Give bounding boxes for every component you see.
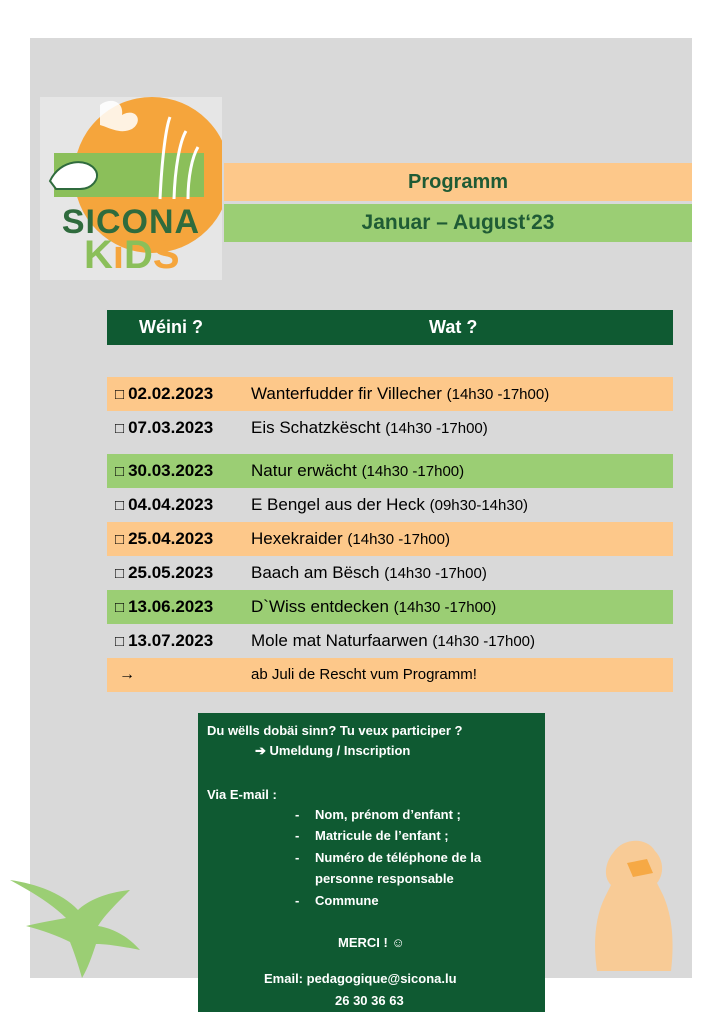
sicona-kids-logo <box>40 97 222 280</box>
checkbox-icon: □ <box>115 463 125 480</box>
arrow-right-icon: → <box>119 666 135 683</box>
info-thanks: MERCI ! ☺ <box>338 935 405 950</box>
schedule-row <box>107 377 673 411</box>
schedule-row <box>107 454 673 488</box>
title-programm: Programm <box>224 163 692 201</box>
title-period: Januar – August‘23 <box>224 204 692 242</box>
bullet-dash: - <box>295 850 300 865</box>
bird-icon <box>8 870 158 980</box>
event-date: 13.06.2023 <box>128 597 214 616</box>
event-date: 07.03.2023 <box>128 418 214 437</box>
checkbox-icon: □ <box>115 497 125 514</box>
event-title: D`Wiss entdecken <box>251 597 389 616</box>
event-time: (14h30 -17h00) <box>347 531 450 548</box>
info-phone: 26 30 36 63 <box>335 993 404 1008</box>
schedule-row <box>107 488 673 522</box>
event-title: Natur erwächt <box>251 461 357 480</box>
event-time: (09h30-14h30) <box>429 497 529 514</box>
event-date: 30.03.2023 <box>128 461 214 480</box>
event-title: Wanterfudder fir Villecher <box>251 384 442 403</box>
event-date: 13.07.2023 <box>128 631 214 650</box>
footer-note: ab Juli de Rescht vum Programm! <box>251 666 477 683</box>
info-item: Matricule de l’enfant ; <box>315 828 449 843</box>
checkbox-icon: □ <box>115 420 125 437</box>
schedule-row <box>107 411 673 445</box>
info-item: Commune <box>315 893 379 908</box>
checkbox-icon: □ <box>115 633 125 650</box>
event-title: Eis Schatzkëscht <box>251 418 381 437</box>
info-via: Via E-mail : <box>207 787 277 802</box>
header-when: Wéini ? <box>139 317 203 337</box>
bullet-dash: - <box>295 807 300 822</box>
event-date: 25.04.2023 <box>128 529 214 548</box>
birdwatcher-icon <box>583 833 683 973</box>
info-question: Du wëlls dobäi sinn? Tu veux participer ? <box>207 723 463 738</box>
event-title: Baach am Bësch <box>251 563 380 582</box>
logo-brand: SICONA <box>61 203 201 241</box>
info-item: Nom, prénom d’enfant ; <box>315 807 461 822</box>
info-email[interactable]: Email: pedagogique@sicona.lu <box>264 971 457 986</box>
event-date: 04.04.2023 <box>128 495 214 514</box>
info-item: personne responsable <box>315 871 454 886</box>
registration-info-box <box>198 713 545 1012</box>
checkbox-icon: □ <box>115 531 125 548</box>
schedule-list <box>107 377 673 692</box>
checkbox-icon: □ <box>115 599 125 616</box>
event-time: (14h30 -17h00) <box>385 420 488 437</box>
event-title: Hexekraider <box>251 529 343 548</box>
schedule-row <box>107 556 673 590</box>
logo-kids: KiDS <box>84 233 180 277</box>
checkbox-icon: □ <box>115 386 125 403</box>
schedule-footer-row <box>107 658 673 692</box>
schedule-row <box>107 590 673 624</box>
info-item: Numéro de téléphone de la <box>315 850 482 865</box>
schedule-header <box>107 310 673 345</box>
event-date: 02.02.2023 <box>128 384 214 403</box>
bullet-dash: - <box>295 828 300 843</box>
event-date: 25.05.2023 <box>128 563 214 582</box>
event-title: Mole mat Naturfaarwen <box>251 631 428 650</box>
event-time: (14h30 -17h00) <box>393 599 497 616</box>
event-time: (14h30 -17h00) <box>384 565 487 582</box>
event-time: (14h30 -17h00) <box>446 386 550 403</box>
header-what: Wat ? <box>429 317 478 337</box>
schedule-row <box>107 624 673 658</box>
bullet-dash: - <box>295 893 300 908</box>
schedule-row <box>107 522 673 556</box>
event-time: (14h30 -17h00) <box>432 633 535 650</box>
info-registration: ➔ Umeldung / Inscription <box>255 743 411 758</box>
checkbox-icon: □ <box>115 565 125 582</box>
event-time: (14h30 -17h00) <box>361 463 465 480</box>
event-title: E Bengel aus der Heck <box>251 495 425 514</box>
